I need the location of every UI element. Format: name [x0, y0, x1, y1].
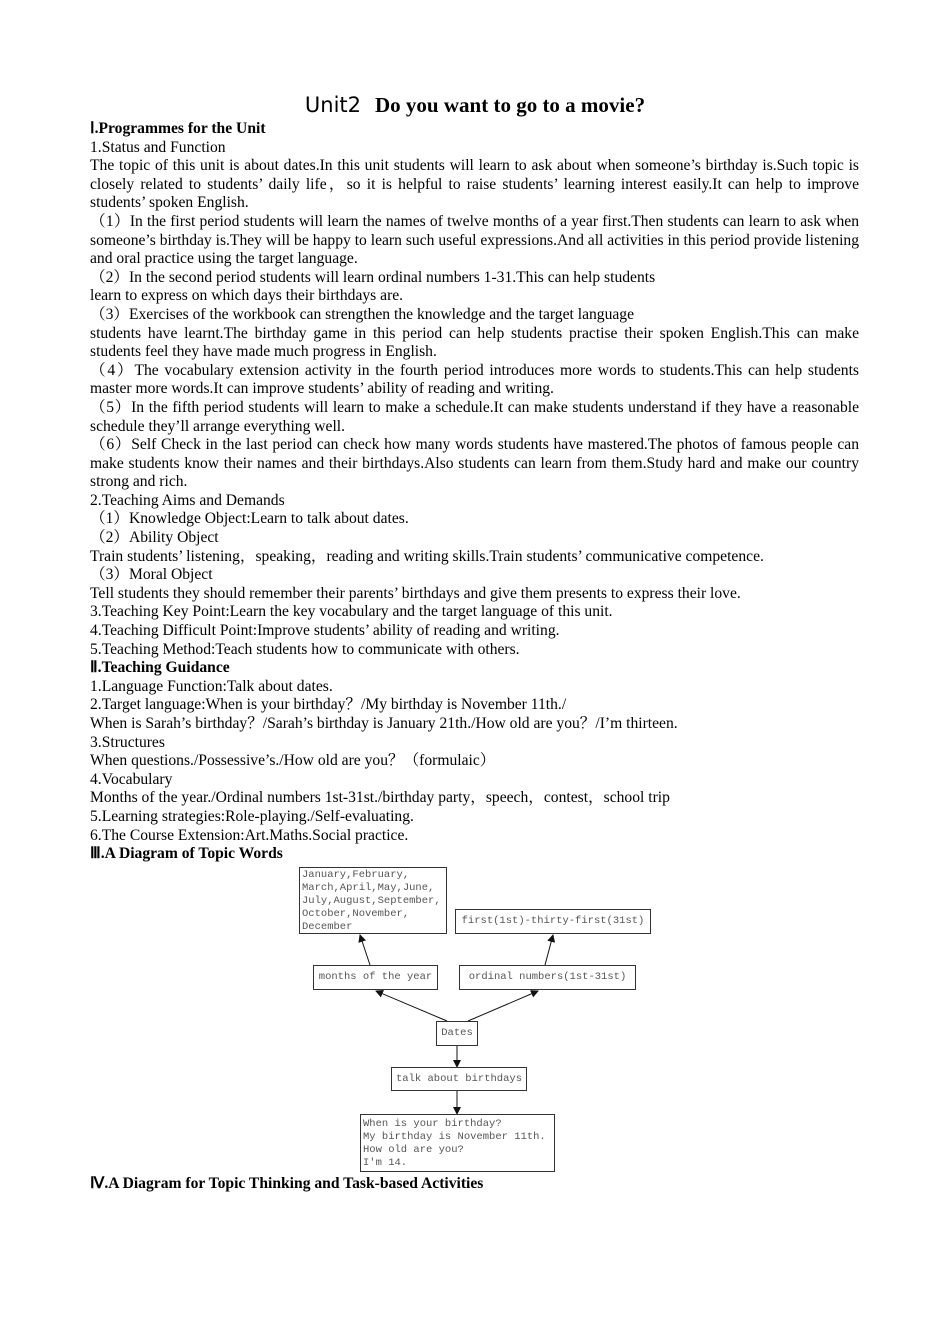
paragraph: 5.Learning strategies:Role-playing./Self-evaluating. — [90, 807, 414, 825]
paragraph: 5.Teaching Method:Teach students how to communicate with others. — [90, 640, 520, 658]
paragraph: Train students’ listening，speaking，reading and writing skills.Train students’ communicative competence. — [90, 547, 764, 565]
paragraph: （3）Exercises of the workbook can strengthen the knowledge and the target language — [90, 305, 635, 323]
paragraph: （5）In the fifth period students will learn to make a schedule.It can make students understand if they have a reasonable schedule they’ll arrange everything well. — [90, 398, 859, 435]
paragraph: （2）Ability Object — [90, 529, 219, 547]
paragraph: 2.Target language:When is your birthday？/My birthday is November 11th./ — [90, 696, 567, 714]
document-body — [90, 120, 859, 864]
paragraph: （1）Knowledge Object:Learn to talk about dates. — [90, 510, 409, 528]
title-main: Do you want to go to a movie? — [375, 93, 646, 117]
paragraph: When questions./Possessive’s./How old are you？（formulaic） — [90, 752, 496, 770]
paragraph: 2.Teaching Aims and Demands — [90, 491, 285, 509]
page-title — [0, 92, 950, 118]
section-heading: Ⅰ.Programmes for the Unit — [90, 120, 266, 137]
box-example-sentences: When is your birthday? My birthday is November 11th. How old are you? I'm 14. — [360, 1114, 555, 1172]
arrow-dates-to-ordinals — [468, 991, 538, 1021]
paragraph: 4.Vocabulary — [90, 770, 173, 788]
paragraph: When is Sarah’s birthday？/Sarah’s birthday is January 21th./How old are you？/I’m thirteen. — [90, 715, 678, 732]
section-heading: Ⅲ.A Diagram of Topic Words — [90, 845, 283, 863]
paragraph: The topic of this unit is about dates.In this unit students will learn to ask about when someone’s birthday is.Such topic is closely related to students’ daily life，so it is helpful to raise students’ learning interest easily.It can help to improve students’ spoken English. — [90, 157, 859, 212]
box-ordinal-numbers: ordinal numbers(1st-31st) — [459, 965, 636, 990]
paragraph: 1.Status and Function — [90, 138, 226, 156]
paragraph: Months of the year./Ordinal numbers 1st-31st./birthday party，speech，contest，school trip — [90, 789, 670, 807]
paragraph: 4.Teaching Difficult Point:Improve students’ ability of reading and writing. — [90, 622, 560, 640]
box-talk-about-birthdays: talk about birthdays — [391, 1067, 527, 1091]
box-months-of-year: months of the year — [313, 965, 438, 990]
paragraph: Tell students they should remember their parents’ birthdays and give them presents to express their love. — [90, 584, 741, 602]
paragraph: （6）Self Check in the last period can check how many words students have mastered.The photos of famous people can make students know their names and their birthdays.Also students can learn from them.Study hard and make our country strong and rich. — [90, 436, 859, 491]
paragraph: 3.Teaching Key Point:Learn the key vocabulary and the target language of this unit. — [90, 603, 613, 621]
box-dates: Dates — [436, 1021, 478, 1046]
paragraph: learn to express on which days their birthdays are. — [90, 287, 404, 305]
section-heading: Ⅱ.Teaching Guidance — [90, 659, 230, 677]
paragraph: （3）Moral Object — [90, 566, 213, 584]
section-heading-iv: Ⅳ.A Diagram for Topic Thinking and Task-based Activities — [90, 1175, 484, 1192]
paragraph: 6.The Course Extension:Art.Maths.Social practice. — [90, 826, 409, 844]
paragraph: students have learnt.The birthday game in this period can help students practise their spoken English.This can make students feel they have made much progress in English. — [90, 324, 859, 361]
paragraph: （2）In the second period students will learn ordinal numbers 1-31.This can help students — [90, 268, 656, 286]
box-months-list: January,February, March,April,May,June, July,August,September, October,November, December — [299, 867, 447, 934]
paragraph: 3.Structures — [90, 733, 165, 751]
arrow-dates-to-months — [376, 991, 447, 1021]
box-ordinal-range: first(1st)-thirty-first(31st) — [455, 909, 651, 934]
title-unit: Unit2 — [304, 93, 362, 117]
paragraph: 1.Language Function:Talk about dates. — [90, 677, 333, 695]
paragraph: （1）In the first period students will learn the names of twelve months of a year first.Then students can learn to ask when someone’s birthday is.They will be happy to learn such useful expressions.And all activities in this period provide listening and oral practice using the target language. — [90, 212, 859, 268]
paragraph: （4）The vocabulary extension activity in the fourth period introduces more words to students.This can help students master more words.It can improve students’ ability of reading and writing. — [90, 361, 859, 398]
arrow-months-to-list — [360, 935, 370, 965]
arrow-ordinals-to-range — [545, 935, 553, 965]
